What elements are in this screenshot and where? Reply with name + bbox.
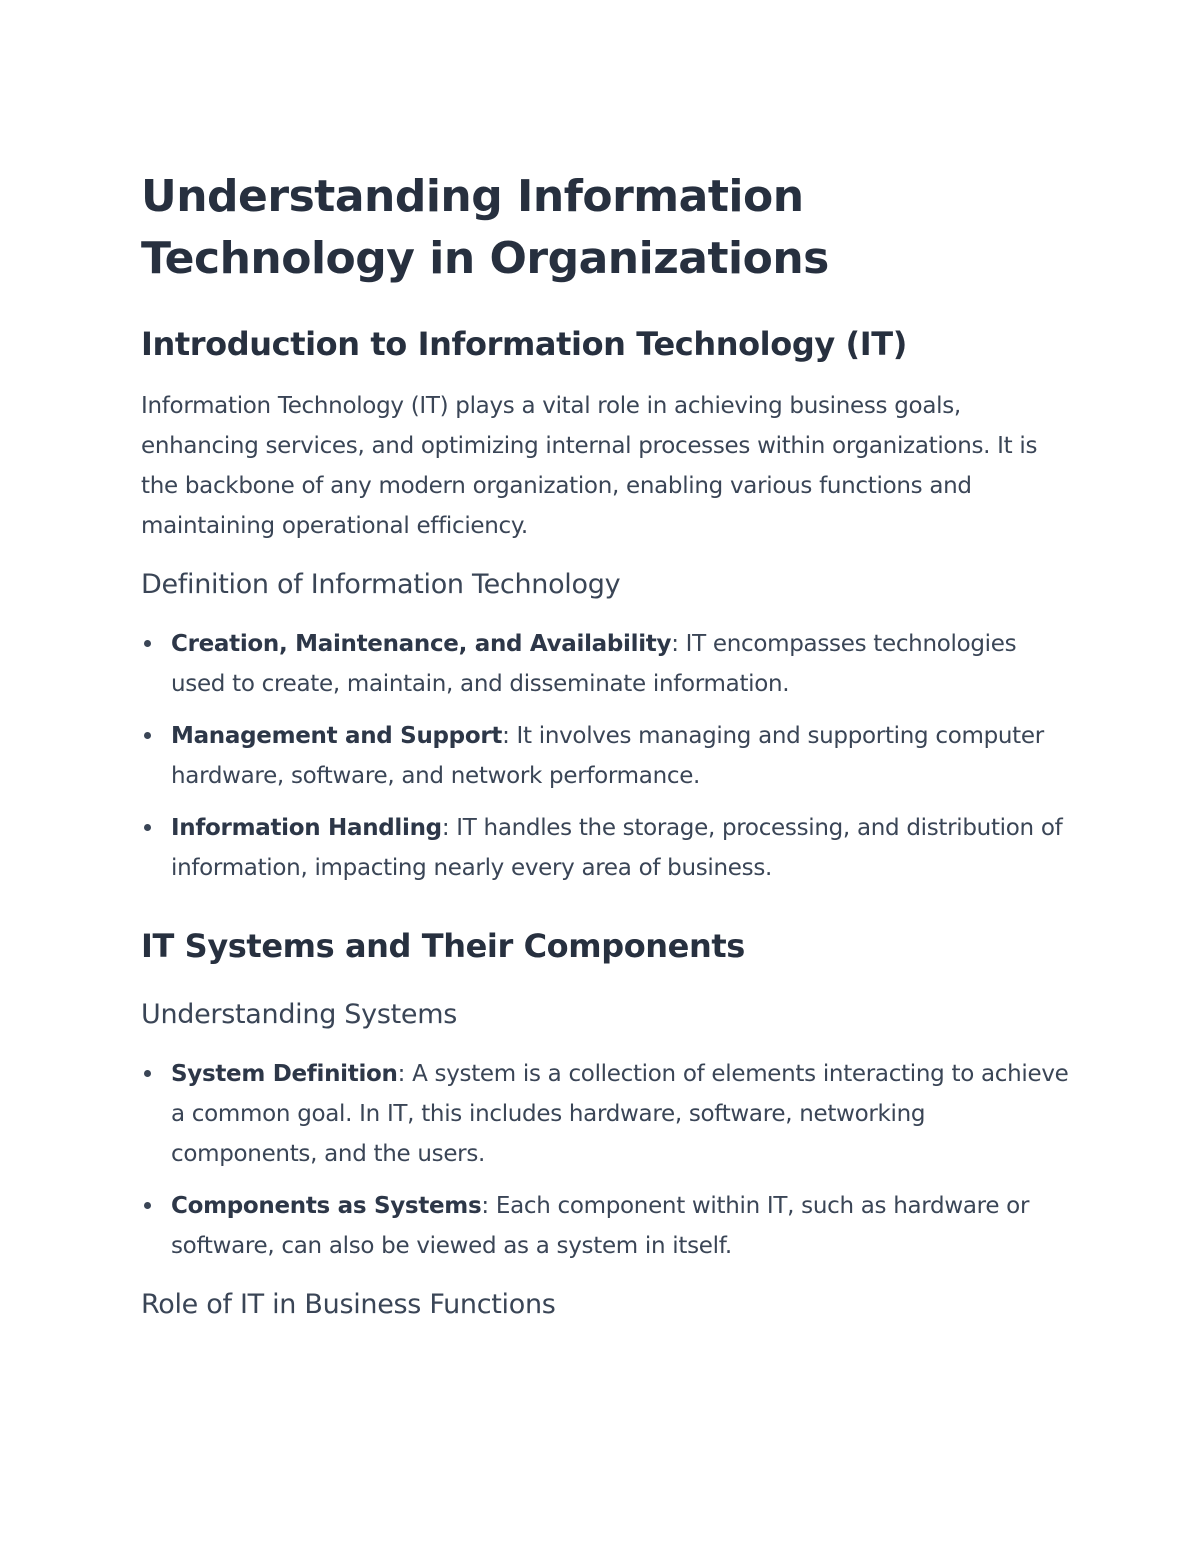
- list-item-term: Creation, Maintenance, and Availability: [171, 631, 672, 657]
- bullet-icon: [144, 640, 151, 647]
- list-item-text: : IT encompasses technologies used to create, maintain, and disseminate information.: [171, 631, 1017, 697]
- systems-list: [141, 1054, 1071, 1266]
- intro-paragraph: Information Technology (IT) plays a vital role in achieving business goals, enhancing services, and optimizing internal processes within organizations. It is the backbone of any modern organization, enabling various functions and maintaining operational efficiency.: [141, 393, 1038, 539]
- document-title: Understanding Information Technology in Organizations: [141, 171, 829, 284]
- section-heading-intro: Introduction to Information Technology (IT): [141, 325, 907, 363]
- list-item: [141, 716, 1071, 796]
- list-item: [141, 1186, 1071, 1266]
- list-item-text: : A system is a collection of elements interacting to achieve a common goal. In IT, this includes hardware, software, networking components, and the users.: [171, 1061, 1069, 1167]
- list-item-term: Management and Support: [171, 723, 503, 749]
- list-item: [141, 1054, 1071, 1174]
- list-item-text: : IT handles the storage, processing, and distribution of information, impacting nearly every area of business.: [171, 815, 1063, 881]
- list-item-term: Information Handling: [171, 815, 442, 841]
- list-item: [141, 624, 1071, 704]
- bullet-icon: [144, 1202, 151, 1209]
- section-heading-systems: IT Systems and Their Components: [141, 927, 745, 965]
- list-item-text: : Each component within IT, such as hardware or software, can also be viewed as a system in itself.: [171, 1193, 1030, 1259]
- bullet-icon: [144, 732, 151, 739]
- list-item-term: System Definition: [171, 1061, 398, 1087]
- subheading-role-of-it: Role of IT in Business Functions: [141, 1289, 556, 1320]
- list-item: [141, 808, 1071, 888]
- list-item-text: : It involves managing and supporting computer hardware, software, and network performance.: [171, 723, 1044, 789]
- list-item-term: Components as Systems: [171, 1193, 482, 1219]
- subheading-definition: Definition of Information Technology: [141, 569, 621, 600]
- document-page: [141, 166, 1071, 1324]
- bullet-icon: [144, 824, 151, 831]
- bullet-icon: [144, 1070, 151, 1077]
- definition-list: [141, 624, 1071, 888]
- subheading-understanding-systems: Understanding Systems: [141, 999, 457, 1030]
